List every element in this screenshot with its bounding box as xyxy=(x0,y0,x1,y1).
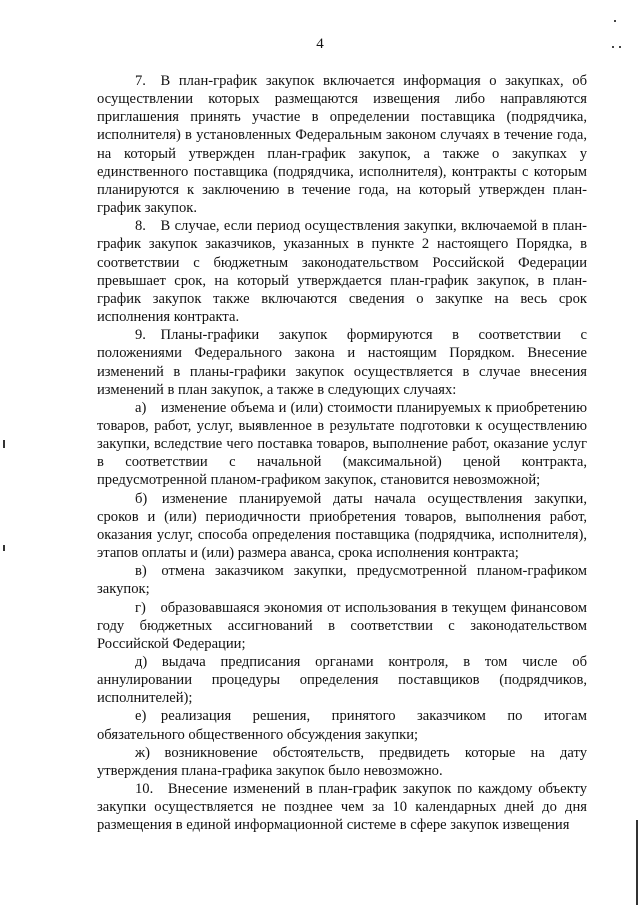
scan-speck xyxy=(612,46,614,48)
paragraph-7: 7. В план-график закупок включается информация о закупках, об осуществлении которых размещаются извещения либо направляются приглашения принять участие в определении поставщика (подрядчика, исполнителя) в установленных Федеральным законом случаях в течение года, на который утвержден план-график закупок, а также о закупках у единственного поставщика (подрядчика, исполнителя), контракты с которым планируются к заключению в течение года, на который утвержден план-график закупок. xyxy=(97,73,587,217)
paragraph-8: 8. В случае, если период осуществления закупки, включаемой в план-график закупок заказчиков, указанных в пункте 2 настоящего Порядка, в соответствии с бюджетным законодательством Российской Федерации превышает срок, на который утверждается план-график закупок, в план-график закупок также включаются сведения о закупке на весь срок исполнения контракта. xyxy=(97,218,587,326)
scan-edge-mark xyxy=(3,440,5,448)
scan-edge-mark xyxy=(3,545,5,551)
scan-edge-mark xyxy=(636,820,638,905)
paragraph-10: 10. Внесение изменений в план-график закупок по каждому объекту закупки осуществляется не позднее чем за 10 календарных дней до дня размещения в единой информационной системе в сфере закупок извещения xyxy=(97,781,587,834)
list-item-v: в) отмена заказчиком закупки, предусмотренной планом-графиком закупок; xyxy=(97,563,587,598)
document-body xyxy=(97,72,587,835)
page-number: 4 xyxy=(316,36,324,52)
list-item-b: б) изменение планируемой даты начала осуществления закупки, сроков и (или) периодичности приобретения товаров, выполнения работ, оказания услуг, способа определения поставщика (подрядчика, исполнителя), этапов оплаты и (или) размера аванса, срока исполнения контракта; xyxy=(97,490,587,562)
list-item-g: г) образовавшаяся экономия от использования в текущем финансовом году бюджетных ассигнований в соответствии с законодательством Российской Федерации; xyxy=(97,599,587,652)
scan-speck xyxy=(619,46,621,48)
list-item-zh: ж) возникновение обстоятельств, предвидеть которые на дату утверждения плана-графика закупок было невозможно. xyxy=(97,744,587,779)
list-item-d: д) выдача предписания органами контроля, в том числе об аннулировании процедуры определения поставщиков (подрядчиков, исполнителей); xyxy=(97,654,587,707)
scan-speck xyxy=(614,20,616,22)
list-item-a: а) изменение объема и (или) стоимости планируемых к приобретению товаров, работ, услуг, выявленное в результате подготовки к осуществлению закупки, вследствие чего поставка товаров, выполнение работ, оказание услуг в соответствии с начальной (максимальной) ценой контракта, предусмотренной планом-графиком закупок, становится невозможной; xyxy=(97,399,587,489)
list-item-e: е) реализация решения, принятого заказчиком по итогам обязательного общественного обсуждения закупки; xyxy=(97,708,587,743)
paragraph-9: 9. Планы-графики закупок формируются в соответствии с положениями Федерального закона и настоящим Порядком. Внесение изменений в планы-графики закупок осуществляется в случае внесения изменений в план закупок, а также в следующих случаях: xyxy=(97,327,587,398)
